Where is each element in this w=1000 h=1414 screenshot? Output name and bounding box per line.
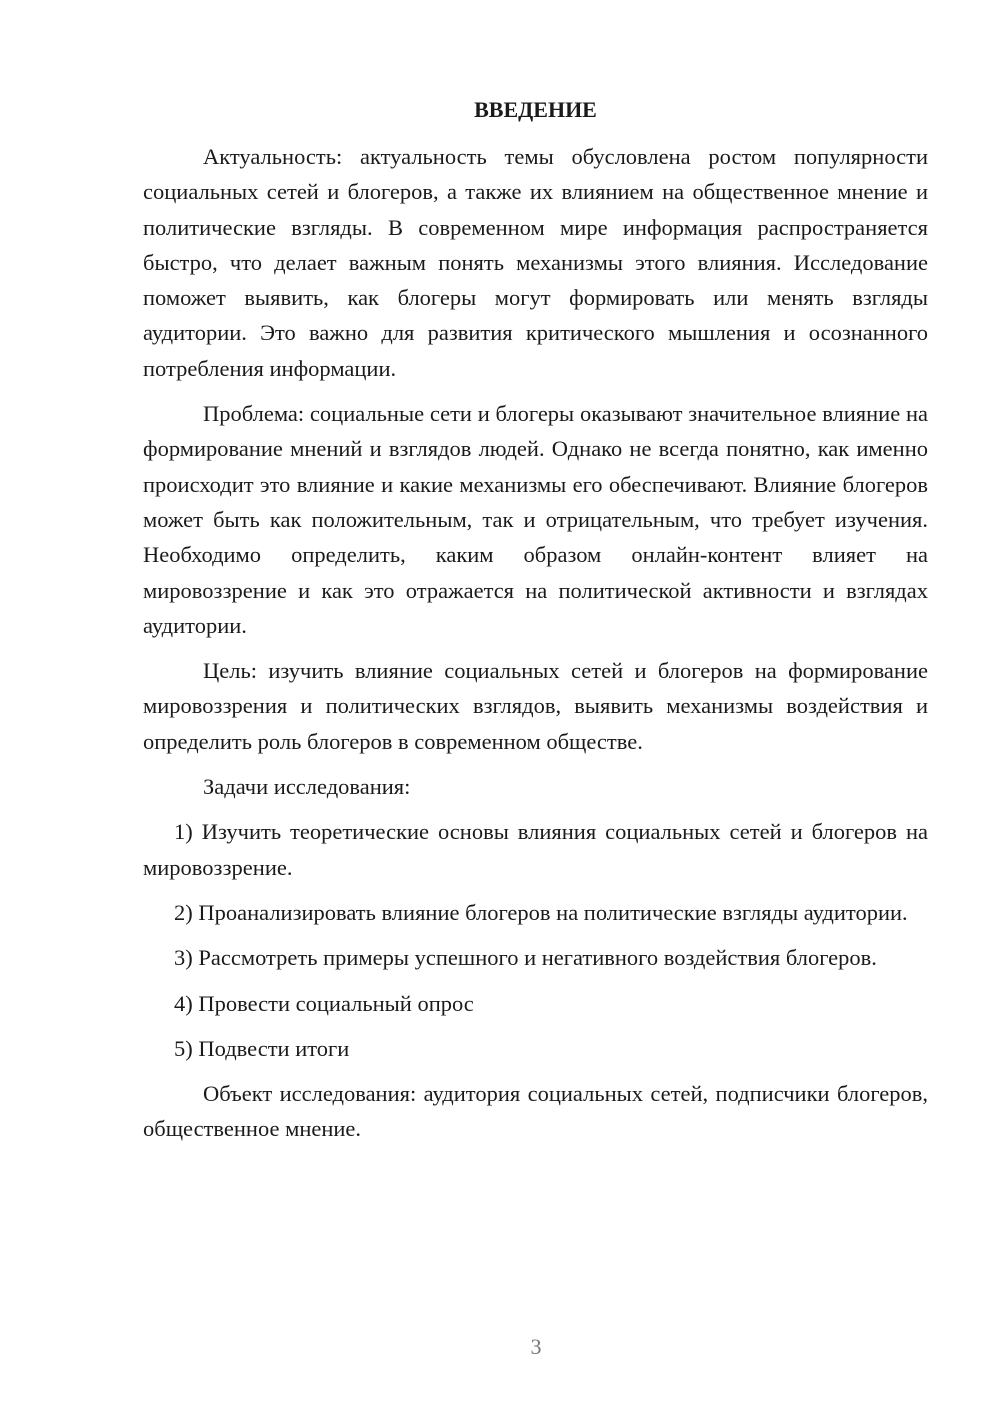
task-item-3: 3) Рассмотреть примеры успешного и негативного воздействия блогеров. [174, 945, 877, 971]
page-number: 3 [530, 1334, 542, 1359]
paragraph-relevance: Актуальность: актуальность темы обусловлена ростом популярности социальных сетей и блогеров, а также их влиянием на общественное мнение и политические взгляды. В современном мире информация распространяется быстро, что делает важным понять механизмы этого влияния. Исследование поможет выявить, как блогеры могут формировать или менять взгляды аудитории. Это важно для развития критического мышления и осознанного потребления информации. [143, 144, 928, 381]
section-title: ВВЕДЕНИЕ [474, 97, 597, 122]
paragraph-problem: Проблема: социальные сети и блогеры оказывают значительное влияние на формирование мнений и взглядов людей. Однако не всегда понятно, как именно происходит это влияние и какие механизмы его обеспечивают. Влияние блогеров может быть как положительным, так и отрицательным, что требует изучения. Необходимо определить, каким образом онлайн-контент влияет на мировоззрение и как это отражается на политической активности и взглядах аудитории. [143, 401, 928, 638]
document-body [143, 92, 928, 1157]
task-item-5: 5) Подвести итоги [174, 1035, 350, 1061]
paragraph-object: Объект исследования: аудитория социальных сетей, подписчики блогеров, общественное мнение. [143, 1081, 928, 1142]
tasks-heading: Задачи исследования: [203, 774, 411, 800]
paragraph-goal: Цель: изучить влияние социальных сетей и блогеров на формирование мировоззрения и политических взглядов, выявить механизмы воздействия и определить роль блогеров в современном обществе. [143, 658, 928, 754]
task-item-4: 4) Провести социальный опрос [174, 990, 474, 1016]
task-item-1: 1) Изучить теоретические основы влияния социальных сетей и блогеров на мировоззрение. [143, 819, 928, 880]
task-item-2: 2) Проанализировать влияние блогеров на политические взгляды аудитории. [174, 899, 908, 925]
